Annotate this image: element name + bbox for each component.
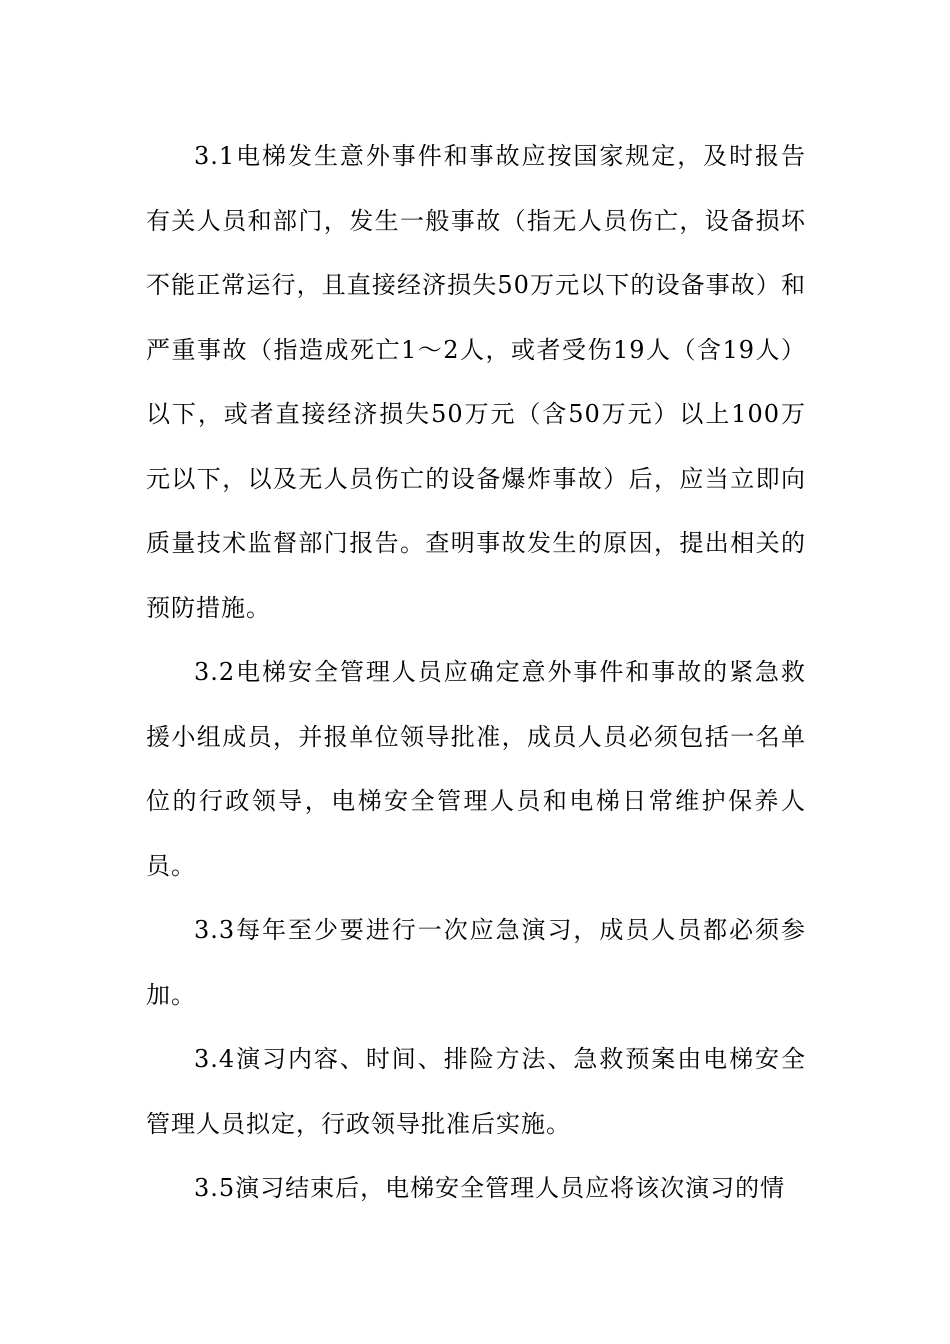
paragraph-3-2: 3.2电梯安全管理人员应确定意外事件和事故的紧急救援小组成员，并报单位领导批准，成员人员必须包括一名单位的行政领导，电梯安全管理人员和电梯日常维护保养人员。 xyxy=(146,658,806,880)
paragraph-3-3: 3.3每年至少要进行一次应急演习，成员人员都必须参加。 xyxy=(146,916,806,1009)
paragraph-3-4: 3.4演习内容、时间、排险方法、急救预案由电梯安全管理人员拟定，行政领导批准后实施。 xyxy=(146,1045,806,1138)
paragraph-3-5: 3.5演习结束后，电梯安全管理人员应将该次演习的情 xyxy=(194,1174,786,1202)
document-body xyxy=(146,124,806,1221)
paragraph-3-1: 3.1电梯发生意外事件和事故应按国家规定，及时报告有关人员和部门，发生一般事故（指无人员伤亡，设备损坏不能正常运行，且直接经济损失50万元以下的设备事故）和严重事故（指造成死亡1～2人，或者受伤19人（含19人）以下，或者直接经济损失50万元（含50万元）以上100万元以下，以及无人员伤亡的设备爆炸事故）后，应当立即向质量技术监督部门报告。查明事故发生的原因，提出相关的预防措施。 xyxy=(146,142,806,622)
